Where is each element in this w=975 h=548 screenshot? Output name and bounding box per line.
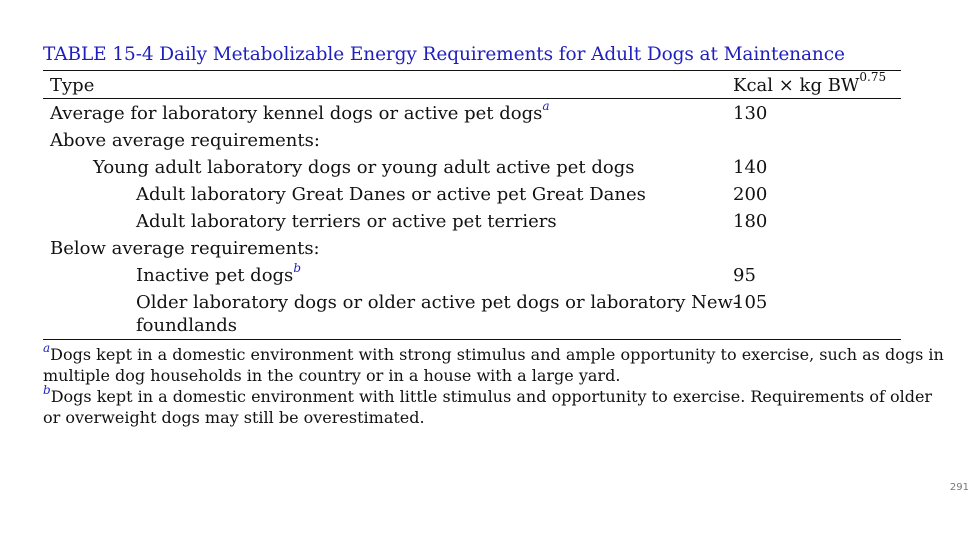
row-label: Adult laboratory terriers or active pet terriers xyxy=(136,211,557,232)
column-header-type: Type xyxy=(50,75,95,96)
table-header-rule xyxy=(43,98,901,99)
row-label: Adult laboratory Great Danes or active pet Great Danes xyxy=(136,184,646,205)
footnote-mark-a: a xyxy=(542,99,550,113)
row-label: Inactive pet dogs$^b$ xyxy=(136,261,301,286)
footnote-mark-a: a xyxy=(43,340,51,355)
column-header-value xyxy=(733,70,887,97)
row-value: 200 xyxy=(733,184,768,205)
column-header-value-base: Kcal × kg BW xyxy=(733,75,860,96)
table-title: TABLE 15-4 Daily Metabolizable Energy Requirements for Adult Dogs at Maintenance xyxy=(43,44,845,65)
row-label: foundlands xyxy=(136,315,238,336)
footnote-line: $^b$Dogs kept in a domestic environment with little stimulus and opportunity to exercise. Requirements of older xyxy=(43,382,933,406)
row-label: Average for laboratory kennel dogs or active pet dogs$^a$ xyxy=(50,99,550,124)
page-number: 291 xyxy=(949,482,969,493)
footnote-line: $^a$Dogs kept in a domestic environment with strong stimulus and ample opportunity to exercise, such as dogs in xyxy=(43,340,944,364)
section-label: Below average requirements: xyxy=(50,238,320,259)
row-label: Young adult laboratory dogs or young adult active pet dogs xyxy=(93,157,635,178)
table-bottom-rule xyxy=(43,339,901,340)
row-value: 95 xyxy=(733,265,756,286)
row-value: 180 xyxy=(733,211,768,232)
footnote-line: or overweight dogs may still be overestimated. xyxy=(43,408,425,427)
table-top-rule xyxy=(43,70,901,71)
row-value: 130 xyxy=(733,103,768,124)
footnote-mark-b: b xyxy=(43,382,51,397)
footnote-line: multiple dog households in the country or in a house with a large yard. xyxy=(43,366,621,385)
footnote-mark-b: b xyxy=(293,261,301,275)
footnote-b xyxy=(43,382,933,428)
row-value: 105 xyxy=(733,292,768,313)
column-header-value-exponent: 0.75 xyxy=(859,70,887,84)
row-label: Older laboratory dogs or older active pet dogs or laboratory New- xyxy=(136,292,739,313)
footnote-a xyxy=(43,340,944,386)
row-value: 140 xyxy=(733,157,768,178)
section-label: Above average requirements: xyxy=(50,130,320,151)
